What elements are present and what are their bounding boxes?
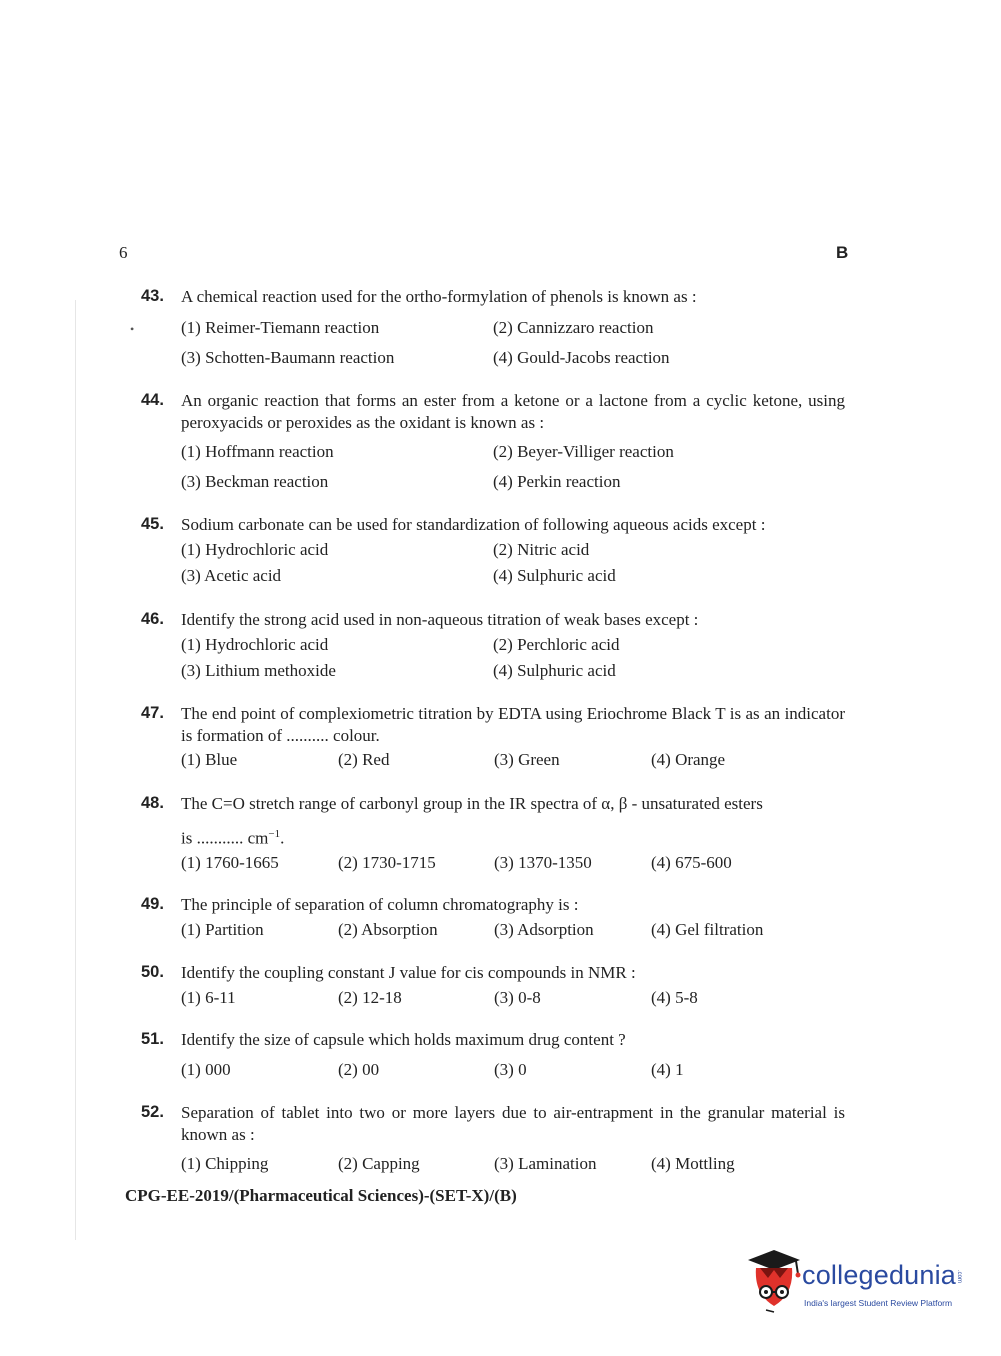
question-number: 43. [141, 287, 164, 305]
question-text-line2 [181, 828, 284, 849]
option-2: (2) 00 [338, 1060, 380, 1079]
question-text: Identify the size of capsule which holds maximum drug content ? [181, 1030, 626, 1049]
question-number: 48. [141, 794, 164, 812]
option-2: (2) Nitric acid [493, 540, 590, 559]
option-3: (3) 0 [494, 1060, 527, 1079]
option-2: (2) 1730-1715 [338, 853, 436, 872]
option-2: (2) Capping [338, 1154, 420, 1173]
question-text: An organic reaction that forms an ester from a ketone or a lactone from a cyclic ketone, using peroxyacids or peroxides as the oxidant is known as : [181, 391, 845, 432]
mascot-icon [744, 1248, 804, 1318]
logo-suffix: .com [956, 1270, 962, 1284]
option-3: (3) Schotten-Baumann reaction [181, 348, 395, 367]
option-4: (4) Mottling [651, 1154, 735, 1173]
paper-code-footer: CPG-EE-2019/(Pharmaceutical Sciences)-(SET-X)/(B) [125, 1186, 517, 1205]
set-label: B [836, 243, 849, 262]
question-number: 52. [141, 1103, 164, 1121]
option-4: (4) 1 [651, 1060, 684, 1079]
question-text: Identify the coupling constant J value for cis compounds in NMR : [181, 963, 636, 982]
option-1: (1) Blue [181, 750, 238, 769]
logo-wordmark: collegedunia [802, 1260, 957, 1290]
question-number: 47. [141, 704, 164, 722]
option-4: (4) Perkin reaction [493, 472, 621, 491]
question-text: Identify the strong acid used in non-aqueous titration of weak bases except : [181, 610, 699, 629]
option-4: (4) Sulphuric acid [493, 566, 616, 585]
option-1: (1) Hydrochloric acid [181, 635, 329, 654]
option-3: (3) Lamination [494, 1154, 597, 1173]
question-text: The end point of complexiometric titration by EDTA using Eriochrome Black T is as an indicator is formation of .......... colour. [181, 704, 845, 745]
option-1: (1) Partition [181, 920, 264, 939]
option-1: (1) Reimer-Tiemann reaction [181, 318, 380, 337]
option-1: (1) Hoffmann reaction [181, 442, 334, 461]
option-3: (3) Acetic acid [181, 566, 282, 585]
question-text: Sodium carbonate can be used for standardization of following aqueous acids except : [181, 515, 766, 534]
option-2: (2) Perchloric acid [493, 635, 620, 654]
option-4: (4) Orange [651, 750, 726, 769]
option-1: (1) 000 [181, 1060, 231, 1079]
option-2: (2) Beyer-Villiger reaction [493, 442, 674, 461]
option-1: (1) 1760-1665 [181, 853, 279, 872]
question-text: A chemical reaction used for the ortho-formylation of phenols is known as : [181, 287, 697, 306]
question-text: The principle of separation of column chromatography is : [181, 895, 579, 914]
collegedunia-logo[interactable] [744, 1248, 969, 1318]
question-text: The C=O stretch range of carbonyl group in the IR spectra of α, β - unsaturated esters [181, 794, 763, 813]
option-3: (3) Adsorption [494, 920, 594, 939]
option-3: (3) 0-8 [494, 988, 541, 1007]
text-stem: is ........... cm [181, 828, 269, 848]
option-2: (2) Red [338, 750, 390, 769]
option-3: (3) Lithium methoxide [181, 661, 336, 680]
option-4: (4) Gel filtration [651, 920, 764, 939]
text-end: . [280, 828, 285, 848]
question-number: 49. [141, 895, 164, 913]
option-4: (4) Gould-Jacobs reaction [493, 348, 670, 367]
option-4: (4) Sulphuric acid [493, 661, 616, 680]
question-number: 45. [141, 515, 164, 533]
margin-line [75, 300, 76, 1240]
option-1: (1) 6-11 [181, 988, 236, 1007]
option-2: (2) 12-18 [338, 988, 402, 1007]
page-number: 6 [119, 243, 128, 262]
logo-tagline: India's largest Student Review Platform [804, 1298, 953, 1308]
question-number: 44. [141, 391, 164, 409]
option-1: (1) Hydrochloric acid [181, 540, 329, 559]
question-text: Separation of tablet into two or more layers due to air-entrapment in the granular material is known as : [181, 1103, 845, 1144]
question-number: 46. [141, 610, 164, 628]
option-2: (2) Cannizzaro reaction [493, 318, 654, 337]
superscript: −1 [268, 828, 281, 840]
option-3: (3) Beckman reaction [181, 472, 329, 491]
margin-mark: • [130, 322, 135, 336]
option-4: (4) 5-8 [651, 988, 698, 1007]
question-number: 50. [141, 963, 164, 981]
option-1: (1) Chipping [181, 1154, 269, 1173]
question-number: 51. [141, 1030, 164, 1048]
option-4: (4) 675-600 [651, 853, 732, 872]
option-3: (3) Green [494, 750, 560, 769]
option-3: (3) 1370-1350 [494, 853, 592, 872]
option-2: (2) Absorption [338, 920, 438, 939]
